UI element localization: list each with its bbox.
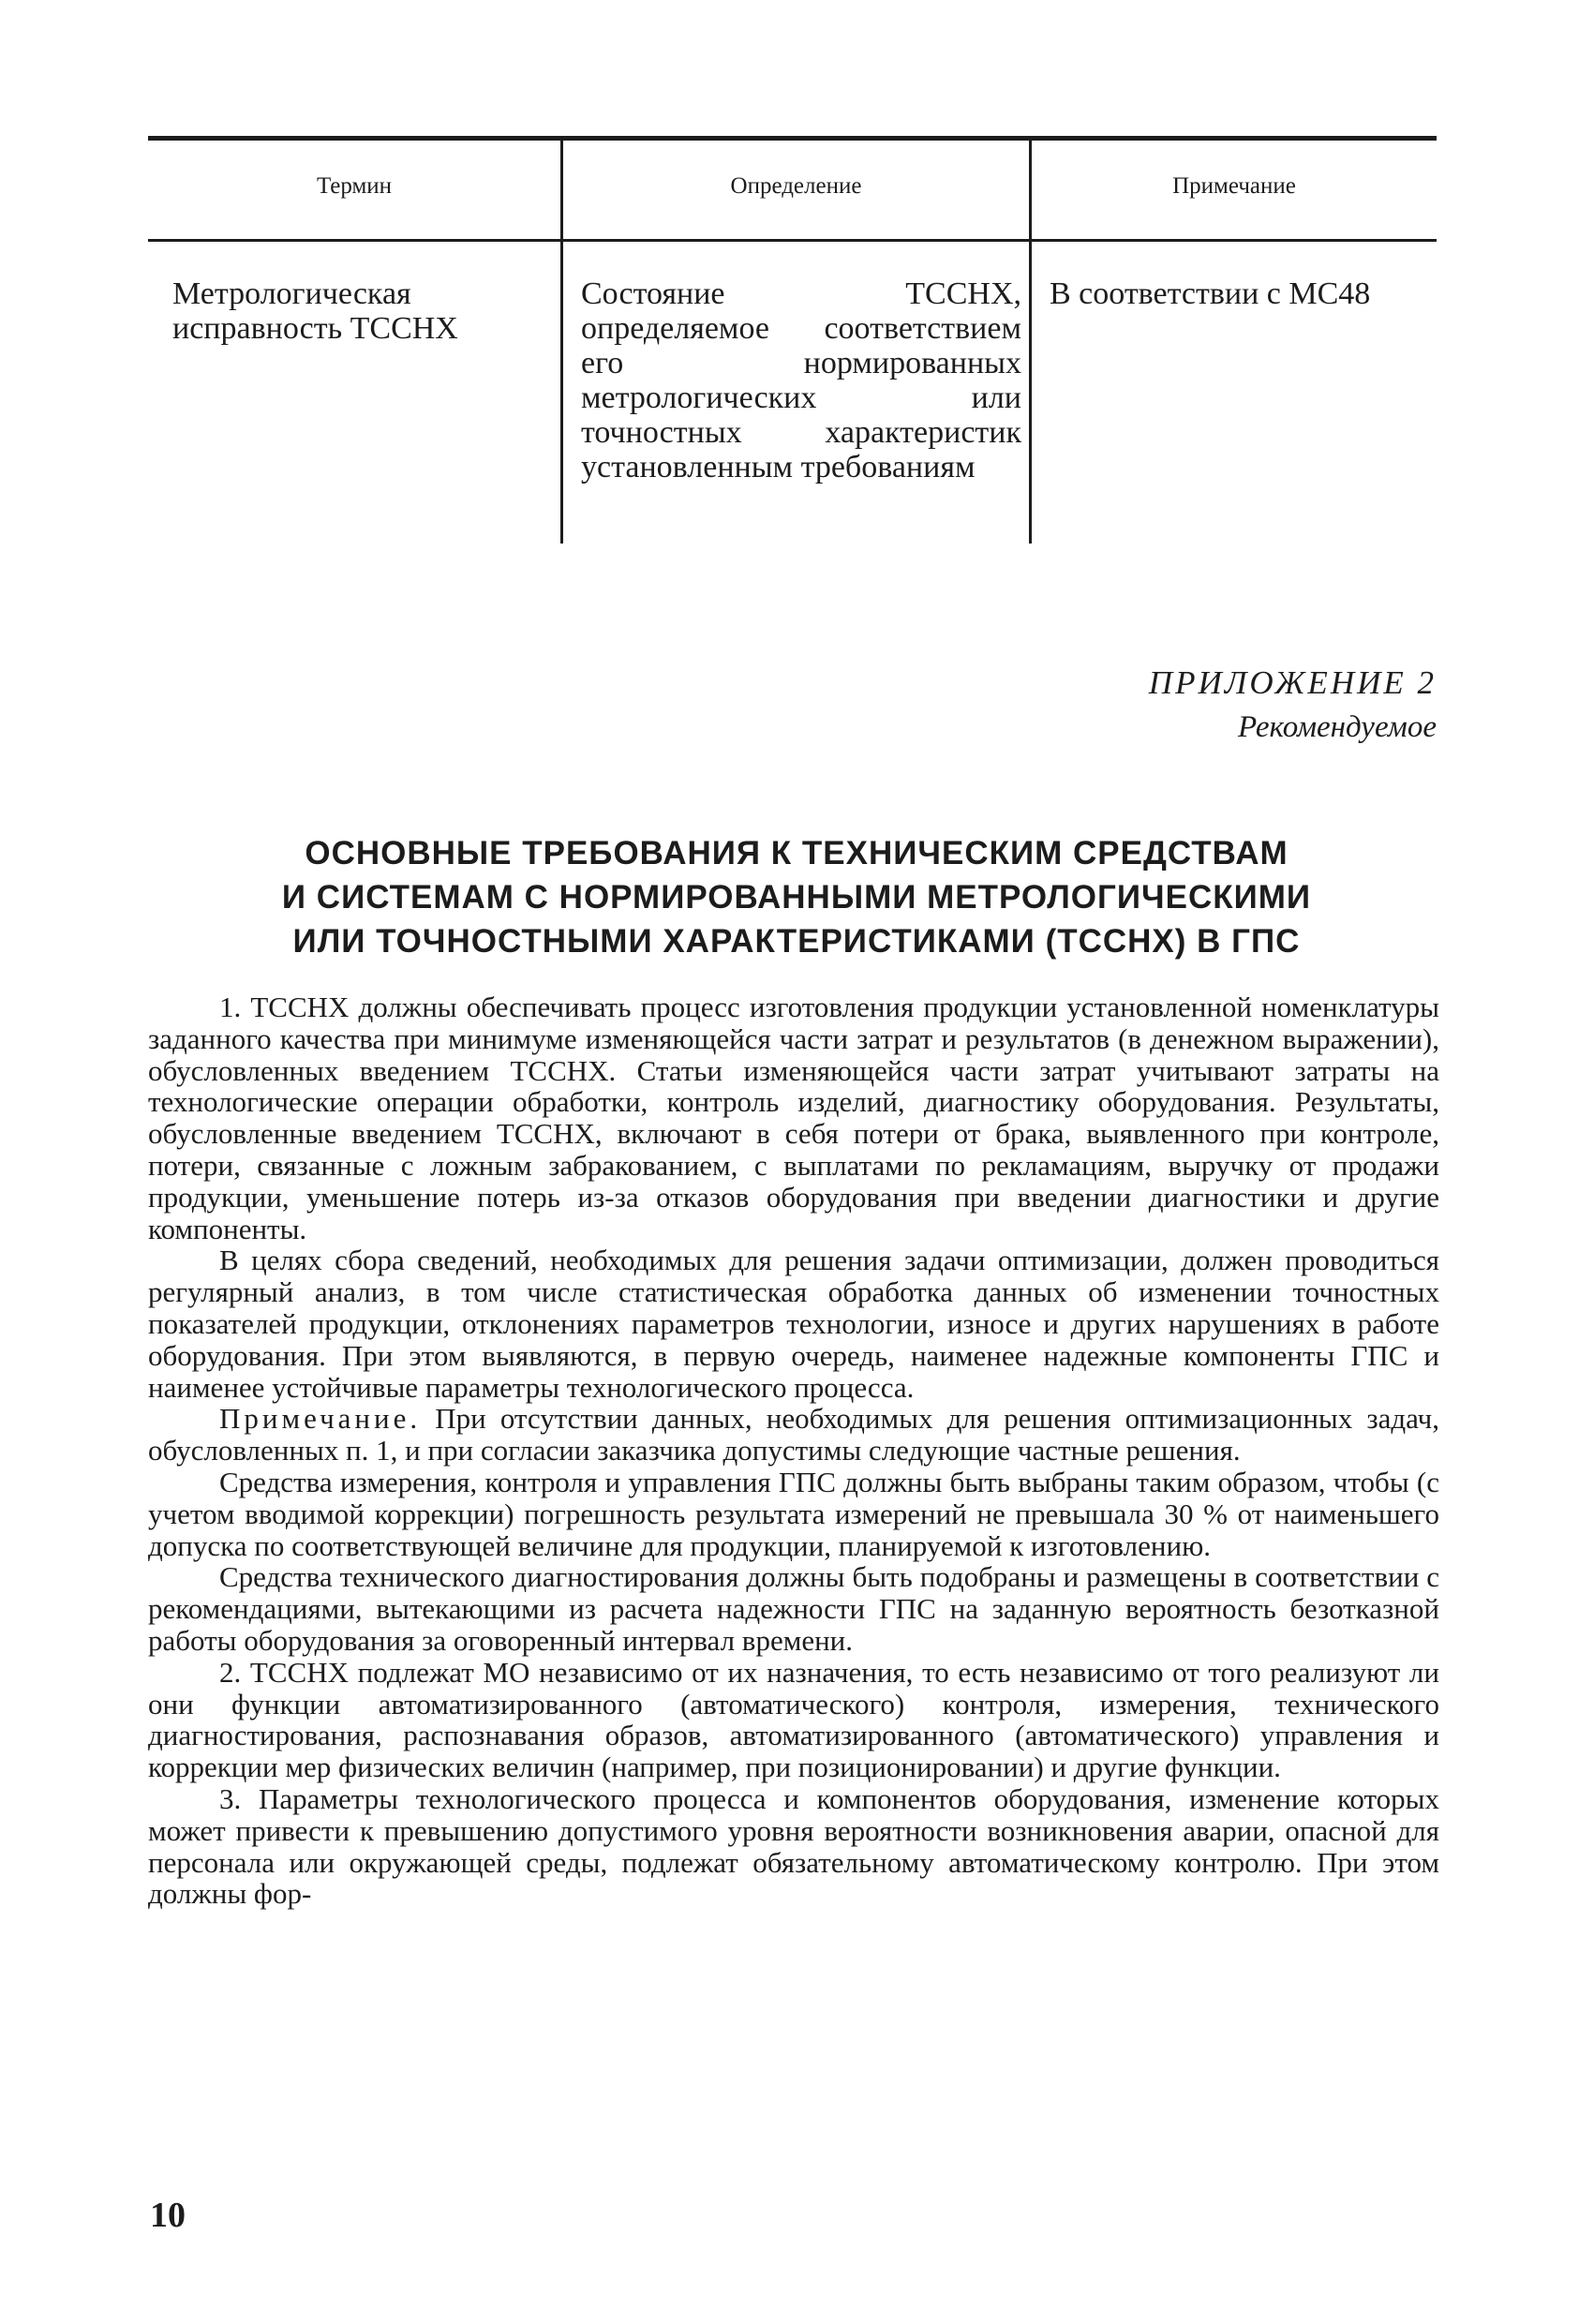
header-note: Примечание	[1172, 173, 1296, 199]
note-paragraph	[148, 1403, 1439, 1467]
column-divider	[1029, 242, 1032, 544]
title-line: ОСНОВНЫЕ ТРЕБОВАНИЯ К ТЕХНИЧЕСКИМ СРЕДСТВАМ	[305, 835, 1289, 872]
appendix-label	[1149, 661, 1437, 749]
table-top-rule	[148, 136, 1437, 141]
paragraph: 2. ТССНХ подлежат МО независимо от их назначения, то есть независимо от того реализуют ли они функции автоматизированного (автоматического) контроля, измерения, технического диагностирования, распознавания образов, автоматизированного (автоматического) управления и коррекции мер физических величин (например, при позиционировании) и другие функции.	[148, 1655, 1439, 1784]
cell-note: В соответствии с МС48	[1050, 276, 1371, 311]
paragraph: 1. ТССНХ должны обеспечивать процесс изготовления продукции установленной номенклатуры заданного качества при минимуме изменяющейся части затрат и результатов (в денежном выражении), обусловленных введением ТССНХ. Статьи изменяющейся части затрат учитывают затраты на технологические операции обработки, контроль изделий, диагностику оборудования. Результаты, обусловленные введением ТССНХ, включают в себя потери от брака, выявленного при контроле, потери, связанные с ложным забракованием, с выплатами по рекламациям, выручку от продажи продукции, уменьшение потерь из-за отказов оборудования при введении диагностики и другие компоненты.	[148, 991, 1439, 1245]
cell-definition: Состояние ТССНХ, определяемое соответствием его нормированных метрологических или точностных характеристик установленным требованиям	[581, 276, 1021, 484]
column-divider	[560, 242, 563, 544]
terms-table	[148, 136, 1437, 544]
table-header-rule	[148, 239, 1437, 242]
paragraph: Средства измерения, контроля и управления ГПС должны быть выбраны таким образом, чтобы (с учетом вводимой коррекции) погрешность результата измерений не превышала 30 % от наименьшего допуска по соответствующей величине для продукции, планируемой к изготовлению.	[148, 1465, 1439, 1562]
cell-term: Метрологическая исправность ТССНХ	[172, 276, 458, 346]
page-number: 10	[150, 2196, 186, 2235]
title-line: ИЛИ ТОЧНОСТНЫМИ ХАРАКТЕРИСТИКАМИ (ТССНХ) В ГПС	[292, 923, 1301, 960]
paragraph: В целях сбора сведений, необходимых для решения задачи оптимизации, должен проводиться регулярный анализ, в том числе статистическая обработка данных об изменении точностных показателей продукции, отклонениях параметров технологии, износе и других нарушениях в работе оборудования. При этом выявляются, в первую очередь, наименее надежные компоненты ГПС и наименее устойчивые параметры технологического процесса.	[148, 1244, 1439, 1404]
header-definition: Определение	[730, 173, 862, 199]
paragraph: Средства технического диагностирования должны быть подобраны и размещены в соответствии с рекомендациями, вытекающими из расчета надежности ГПС на заданную вероятность безотказной работы оборудования за оговоренный интервал времени.	[148, 1560, 1439, 1657]
note-text: При отсутствии данных, необходимых для решения оптимизационных задач, обусловленных п. 1, и при согласии заказчика допустимы следующие частные решения.	[148, 1402, 1440, 1467]
title-line: И СИСТЕМАМ С НОРМИРОВАННЫМИ МЕТРОЛОГИЧЕСКИМИ	[281, 879, 1312, 916]
note-label: Примечание.	[219, 1402, 422, 1436]
appendix-kind: Рекомендуемое	[1237, 710, 1437, 744]
paragraph: 3. Параметры технологического процесса и компонентов оборудования, изменение которых может привести к превышению допустимого уровня вероятности возникновения аварии, опасной для персонала или окружающей среды, подлежат обязательному автоматическому контролю. При этом должны фор-	[148, 1781, 1439, 1911]
header-term: Термин	[316, 173, 393, 199]
appendix-number: ПРИЛОЖЕНИЕ 2	[1148, 664, 1437, 701]
body-text	[148, 991, 1439, 1910]
appendix-title	[150, 831, 1443, 963]
